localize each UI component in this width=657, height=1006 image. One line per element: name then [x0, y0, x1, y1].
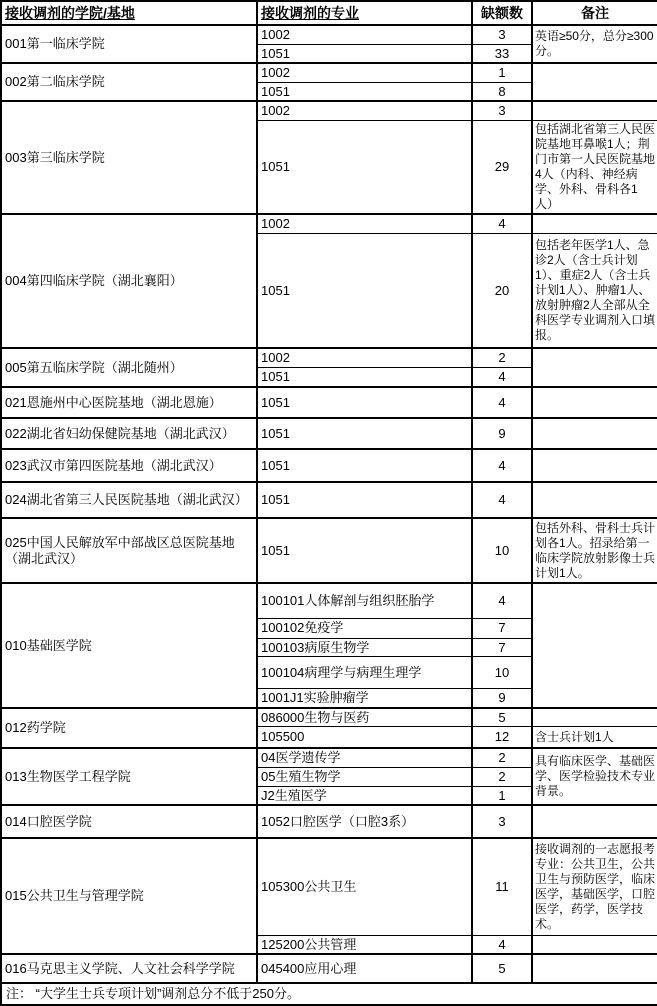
quota-cell: 3 — [472, 25, 532, 44]
table-row — [1, 583, 657, 618]
major-cell: 045400应用心理 — [257, 954, 472, 983]
remark-cell — [532, 418, 657, 449]
major-cell: 1002 — [257, 101, 472, 120]
college-cell: 016马克思主义学院、人文社会科学学院 — [1, 954, 257, 983]
table-row — [1, 25, 657, 44]
quota-cell: 7 — [472, 618, 532, 638]
quota-cell: 4 — [472, 583, 532, 618]
table-row — [1, 449, 657, 482]
footnote-text: 注： “大学生士兵专项计划”调剂总分不低于250分。 — [1, 983, 657, 1005]
table-row — [1, 748, 657, 767]
college-cell: 010基础医学院 — [1, 583, 257, 708]
quota-cell: 9 — [472, 418, 532, 449]
major-cell: 086000生物与医药 — [257, 708, 472, 727]
major-cell: 100103病原生物学 — [257, 638, 472, 657]
remark-cell — [532, 449, 657, 482]
college-cell: 015公共卫生与管理学院 — [1, 838, 257, 954]
college-cell: 004第四临床学院（湖北襄阳） — [1, 214, 257, 348]
remark-cell — [532, 805, 657, 838]
remark-cell — [532, 387, 657, 418]
quota-cell: 12 — [472, 727, 532, 748]
quota-cell: 4 — [472, 387, 532, 418]
quota-cell: 4 — [472, 935, 532, 954]
header-college — [1, 1, 257, 25]
quota-cell: 33 — [472, 44, 532, 63]
table-row — [1, 101, 657, 120]
quota-cell: 1 — [472, 63, 532, 82]
major-cell: 1002 — [257, 63, 472, 82]
remark-cell: 包括老年医学1人、急诊2人（含士兵计划1）、重症2人（含士兵计划1人）、肿瘤1人、放射肿瘤2人全部从全科医学专业调剂入口填报。 — [532, 233, 657, 348]
major-cell: 105300公共卫生 — [257, 838, 472, 935]
major-cell: 1051 — [257, 482, 472, 518]
college-cell: 023武汉市第四医院基地（湖北武汉） — [1, 449, 257, 482]
remark-cell — [532, 935, 657, 954]
quota-cell: 10 — [472, 657, 532, 689]
college-cell: 013生物医学工程学院 — [1, 748, 257, 805]
quota-cell: 8 — [472, 82, 532, 101]
remark-cell — [532, 482, 657, 518]
major-cell: 1051 — [257, 367, 472, 387]
major-cell: 1051 — [257, 387, 472, 418]
table-row — [1, 708, 657, 727]
college-cell: 024湖北省第三人民医院基地（湖北武汉） — [1, 482, 257, 518]
table-row — [1, 348, 657, 367]
major-cell: 1051 — [257, 449, 472, 482]
college-cell: 002第二临床学院 — [1, 63, 257, 101]
quota-cell: 2 — [472, 748, 532, 767]
quota-cell: 5 — [472, 954, 532, 983]
table-row — [1, 518, 657, 583]
quota-cell: 7 — [472, 638, 532, 657]
major-cell: 100102免疫学 — [257, 618, 472, 638]
header-row — [1, 1, 657, 25]
remark-cell: 接收调剂的一志愿报考专业：公共卫生，公共卫生与预防医学，临床医学，基础医学，口腔医学，药学，医学技术。 — [532, 838, 657, 935]
college-cell: 003第三临床学院 — [1, 101, 257, 214]
major-cell: 1002 — [257, 214, 472, 233]
quota-cell: 3 — [472, 805, 532, 838]
college-cell: 021恩施州中心医院基地（湖北恩施） — [1, 387, 257, 418]
quota-cell: 5 — [472, 708, 532, 727]
major-cell: 1001J1实验肿瘤学 — [257, 689, 472, 708]
major-cell: 1002 — [257, 25, 472, 44]
quota-cell: 4 — [472, 367, 532, 387]
table-row — [1, 387, 657, 418]
quota-cell: 11 — [472, 838, 532, 935]
footnote-row — [1, 983, 657, 1005]
quota-cell: 4 — [472, 482, 532, 518]
remark-cell — [532, 214, 657, 233]
header-quota: 缺额数 — [472, 1, 532, 25]
major-cell: 105500 — [257, 727, 472, 748]
table-row — [1, 63, 657, 82]
major-cell: 125200公共管理 — [257, 935, 472, 954]
remark-cell — [532, 583, 657, 708]
college-cell: 005第五临床学院（湖北随州） — [1, 348, 257, 387]
remark-cell: 英语≥50分，总分≥300分。 — [532, 25, 657, 63]
quota-cell: 20 — [472, 233, 532, 348]
header-college-label: 接收调剂的学院/基地 — [5, 4, 135, 21]
major-cell: 1051 — [257, 82, 472, 101]
major-cell: 1052口腔医学（口腔3系） — [257, 805, 472, 838]
table-row — [1, 838, 657, 935]
remark-cell: 包括外科、骨科士兵计划各1人。招录给第一临床学院放射影像士兵计划1人。 — [532, 518, 657, 583]
header-major-label: 接收调剂的专业 — [261, 4, 359, 21]
remark-cell: 包括湖北省第三人民医院基地耳鼻喉1人；荆门市第一人民医院基地4人（内科、神经病学、外科、骨科各1人） — [532, 120, 657, 214]
quota-cell: 4 — [472, 449, 532, 482]
major-cell: 1051 — [257, 44, 472, 63]
major-cell: 1051 — [257, 233, 472, 348]
table-row — [1, 418, 657, 449]
quota-cell: 4 — [472, 214, 532, 233]
remark-cell — [532, 63, 657, 101]
major-cell: 100101人体解剖与组织胚胎学 — [257, 583, 472, 618]
college-cell: 022湖北省妇幼保健院基地（湖北武汉） — [1, 418, 257, 449]
quota-cell: 3 — [472, 101, 532, 120]
major-cell: 1051 — [257, 418, 472, 449]
major-cell: 1051 — [257, 518, 472, 583]
major-cell: 05生殖生物学 — [257, 767, 472, 786]
quota-cell: 29 — [472, 120, 532, 214]
remark-cell: 具有临床医学、基础医学、医学检验技术专业背景。 — [532, 748, 657, 805]
quota-cell: 1 — [472, 786, 532, 805]
header-remark: 备注 — [532, 1, 657, 25]
quota-cell: 2 — [472, 348, 532, 367]
header-major — [257, 1, 472, 25]
remark-cell — [532, 954, 657, 983]
college-cell: 025中国人民解放军中部战区总医院基地（湖北武汉） — [1, 518, 257, 583]
major-cell: 1051 — [257, 120, 472, 214]
table-row — [1, 954, 657, 983]
quota-cell: 10 — [472, 518, 532, 583]
major-cell: 1002 — [257, 348, 472, 367]
college-cell: 001第一临床学院 — [1, 25, 257, 63]
college-cell: 014口腔医学院 — [1, 805, 257, 838]
remark-cell — [532, 348, 657, 387]
quota-cell: 9 — [472, 689, 532, 708]
table-row — [1, 482, 657, 518]
major-cell: 04医学遗传学 — [257, 748, 472, 767]
college-cell: 012药学院 — [1, 708, 257, 748]
table-row — [1, 214, 657, 233]
remark-cell: 含士兵计划1人 — [532, 727, 657, 748]
major-cell: J2生殖医学 — [257, 786, 472, 805]
quota-cell: 2 — [472, 767, 532, 786]
remark-cell — [532, 101, 657, 120]
remark-cell — [532, 708, 657, 727]
major-cell: 100104病理学与病理生理学 — [257, 657, 472, 689]
table-row — [1, 805, 657, 838]
